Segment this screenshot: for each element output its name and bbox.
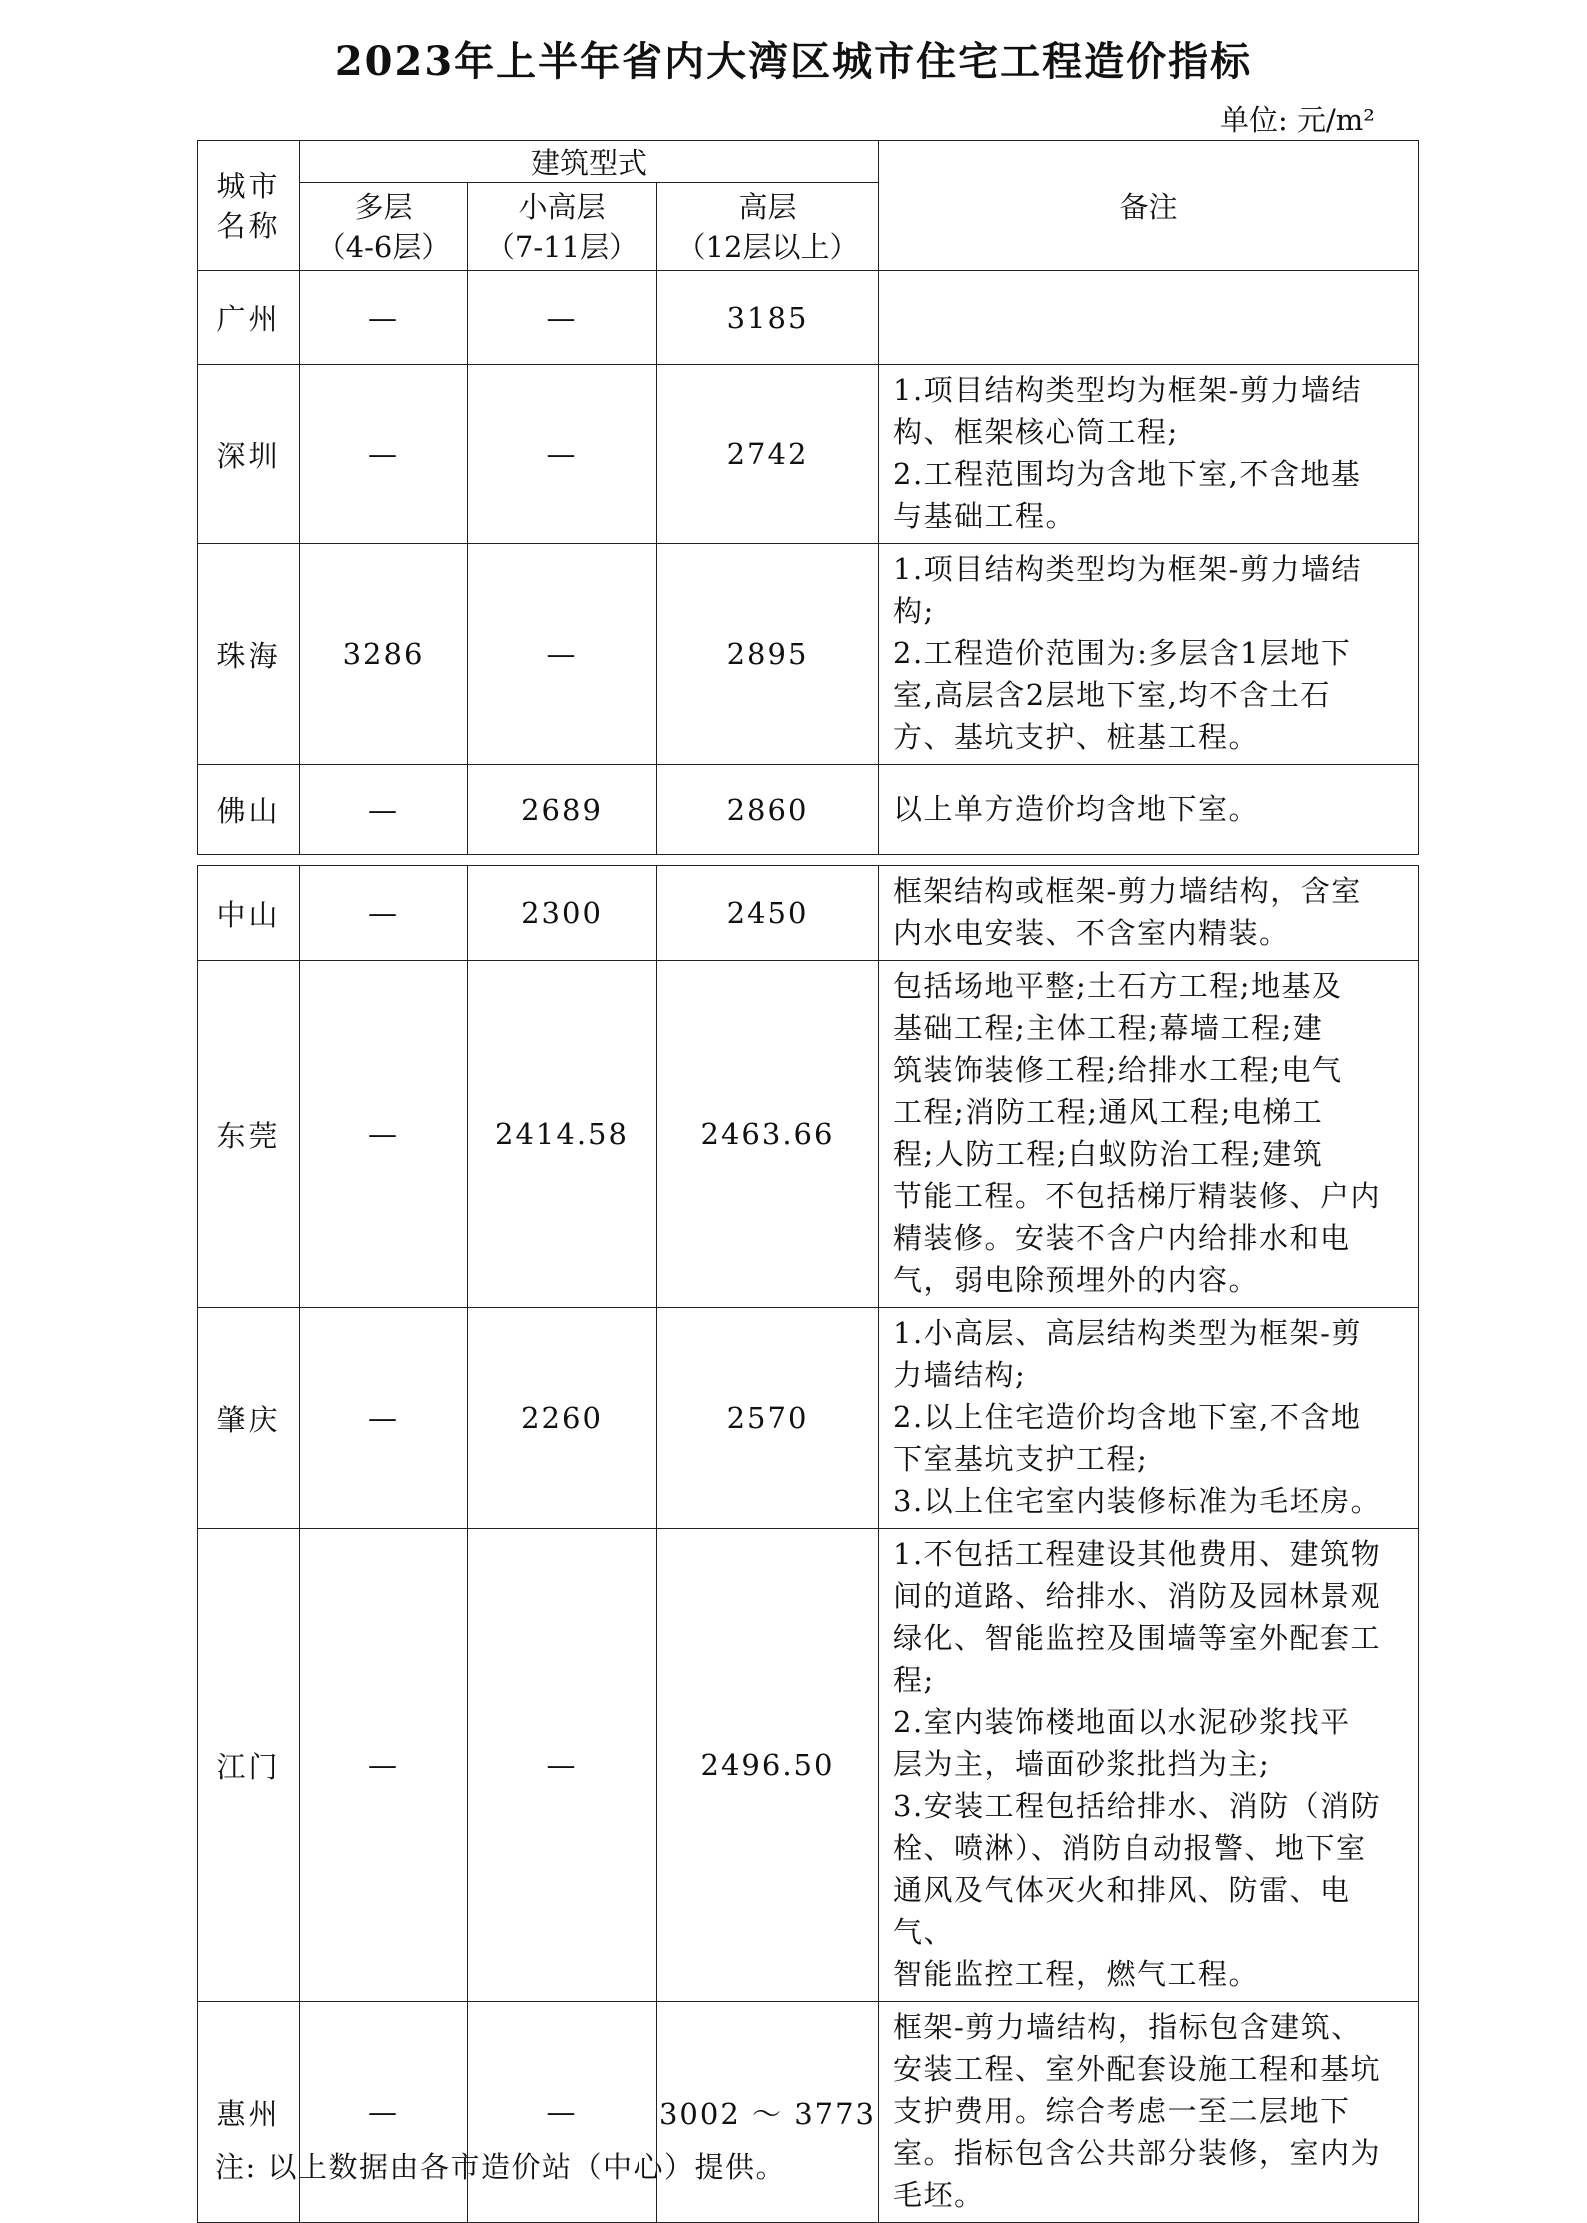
note-cell [879, 365, 1419, 544]
note-cell [879, 544, 1419, 765]
note-cell [879, 271, 1419, 365]
low-rise-cell: — [300, 961, 468, 1308]
note-line: 与基础工程。 [893, 499, 1077, 533]
table-row [198, 2002, 1419, 2223]
note-cell [879, 1308, 1419, 1529]
low-rise-cell: — [300, 1308, 468, 1529]
note-line: 绿化、智能监控及围墙等室外配套工 [893, 1621, 1382, 1655]
note-cell [879, 2002, 1419, 2223]
note-line: 框架结构或框架-剪力墙结构，含室 [893, 874, 1362, 908]
table-row [198, 961, 1419, 1308]
low-rise-cell: — [300, 1529, 468, 2002]
mid-rise-cell: — [468, 2002, 657, 2223]
high-rise-cell: 3002 ～ 3773 [657, 2002, 879, 2223]
unit-label: 单位: 元/m² [1220, 103, 1375, 137]
table-row [198, 866, 1419, 961]
note-line: 通风及气体灭火和排风、防雷、电气、 [893, 1873, 1351, 1949]
note-line: 间的道路、给排水、消防及园林景观 [893, 1579, 1382, 1613]
high-rise-cell: 2742 [657, 365, 879, 544]
table-row [198, 765, 1419, 855]
page-title: 2023年上半年省内大湾区城市住宅工程造价指标 [334, 38, 1253, 85]
mid-rise-cell: 2689 [468, 765, 657, 855]
mid-rise-cell: — [468, 365, 657, 544]
table-row [198, 271, 1419, 365]
note-line: 基础工程;主体工程;幕墙工程;建 [893, 1011, 1324, 1045]
city-cell: 江门 [198, 1529, 300, 2002]
note-line: 包括场地平整;土石方工程;地基及 [893, 969, 1343, 1003]
note-line: 下室基坑支护工程; [893, 1442, 1149, 1476]
high-rise-cell: 2463.66 [657, 961, 879, 1308]
city-cell: 珠海 [198, 544, 300, 765]
note-line: 1.小高层、高层结构类型为框架-剪 [893, 1316, 1362, 1350]
high-rise-cell: 2496.50 [657, 1529, 879, 2002]
city-cell: 广州 [198, 271, 300, 365]
low-rise-cell: 3286 [300, 544, 468, 765]
low-rise-cell: — [300, 365, 468, 544]
note-line: 室。指标包含公共部分装修，室内为 [893, 2136, 1382, 2170]
high-rise-cell: 3185 [657, 271, 879, 365]
note-line: 以上单方造价均含地下室。 [893, 791, 1260, 826]
note-cell [879, 1529, 1419, 2002]
note-line: 工程;消防工程;通风工程;电梯工 [893, 1095, 1324, 1129]
low-rise-cell: — [300, 2002, 468, 2223]
note-line: 室,高层含2层地下室,均不含土石 [893, 678, 1331, 712]
note-cell [879, 866, 1419, 961]
city-cell: 深圳 [198, 365, 300, 544]
cost-table-part-1 [197, 140, 1419, 855]
note-cell [879, 765, 1419, 855]
city-cell: 肇庆 [198, 1308, 300, 1529]
cost-table-part-2 [197, 865, 1419, 2223]
note-line: 1.项目结构类型均为框架-剪力墙结 [893, 552, 1362, 586]
note-line: 毛坯。 [893, 2178, 985, 2212]
note-line: 节能工程。不包括梯厅精装修、户内 [893, 1179, 1382, 1213]
high-rise-cell: 2895 [657, 544, 879, 765]
note-line: 2.室内装饰楼地面以水泥砂浆找平 [893, 1705, 1351, 1739]
city-cell: 东莞 [198, 961, 300, 1308]
note-line: 筑装饰装修工程;给排水工程;电气 [893, 1053, 1343, 1087]
note-line: 2.工程造价范围为:多层含1层地下 [893, 636, 1352, 670]
note-line: 程;人防工程;白蚁防治工程;建筑 [893, 1137, 1324, 1171]
table-row [198, 1529, 1419, 2002]
header-mid-rise: 小高层 （7-11层） [468, 183, 657, 271]
header-high-rise: 高层 （12层以上） [657, 183, 879, 271]
note-cell [879, 961, 1419, 1308]
footnote: 注: 以上数据由各市造价站（中心）提供。 [215, 2150, 786, 2184]
note-line: 内水电安装、不含室内精装。 [893, 916, 1290, 950]
note-line: 3.以上住宅室内装修标准为毛坯房。 [893, 1484, 1382, 1518]
note-line: 精装修。安装不含户内给排水和电 [893, 1221, 1351, 1255]
high-rise-cell: 2450 [657, 866, 879, 961]
low-rise-cell: — [300, 765, 468, 855]
note-line: 支护费用。综合考虑一至二层地下 [893, 2094, 1351, 2128]
note-line: 力墙结构; [893, 1358, 1027, 1392]
city-cell: 惠州 [198, 2002, 300, 2223]
mid-rise-cell: 2260 [468, 1308, 657, 1529]
note-line: 程; [893, 1663, 935, 1697]
note-line: 2.以上住宅造价均含地下室,不含地 [893, 1400, 1362, 1434]
table-row [198, 365, 1419, 544]
note-line: 层为主，墙面砂浆批挡为主; [893, 1747, 1271, 1781]
header-city: 城市 名称 [198, 141, 300, 271]
note-line: 智能监控工程，燃气工程。 [893, 1957, 1260, 1991]
note-line: 1.不包括工程建设其他费用、建筑物 [893, 1537, 1382, 1571]
high-rise-cell: 2570 [657, 1308, 879, 1529]
note-line: 3.安装工程包括给排水、消防（消防 [893, 1789, 1382, 1823]
note-line: 构; [893, 594, 935, 628]
mid-rise-cell: — [468, 544, 657, 765]
low-rise-cell: — [300, 866, 468, 961]
header-building-type: 建筑型式 [300, 141, 879, 183]
mid-rise-cell: 2414.58 [468, 961, 657, 1308]
header-note: 备注 [879, 141, 1419, 271]
note-line: 2.工程范围均为含地下室,不含地基 [893, 457, 1362, 491]
table-row [198, 1308, 1419, 1529]
note-line: 栓、喷淋）、消防自动报警、地下室 [893, 1831, 1367, 1865]
note-line: 气，弱电除预埋外的内容。 [893, 1263, 1260, 1297]
table-row [198, 544, 1419, 765]
note-line: 构、框架核心筒工程; [893, 415, 1179, 449]
mid-rise-cell: — [468, 1529, 657, 2002]
note-line: 1.项目结构类型均为框架-剪力墙结 [893, 373, 1362, 407]
high-rise-cell: 2860 [657, 765, 879, 855]
mid-rise-cell: — [468, 271, 657, 365]
header-low-rise: 多层 （4-6层） [300, 183, 468, 271]
mid-rise-cell: 2300 [468, 866, 657, 961]
note-line: 框架-剪力墙结构，指标包含建筑、 [893, 2010, 1362, 2044]
note-line: 方、基坑支护、桩基工程。 [893, 720, 1260, 754]
low-rise-cell: — [300, 271, 468, 365]
city-cell: 佛山 [198, 765, 300, 855]
city-cell: 中山 [198, 866, 300, 961]
note-line: 安装工程、室外配套设施工程和基坑 [893, 2052, 1382, 2086]
